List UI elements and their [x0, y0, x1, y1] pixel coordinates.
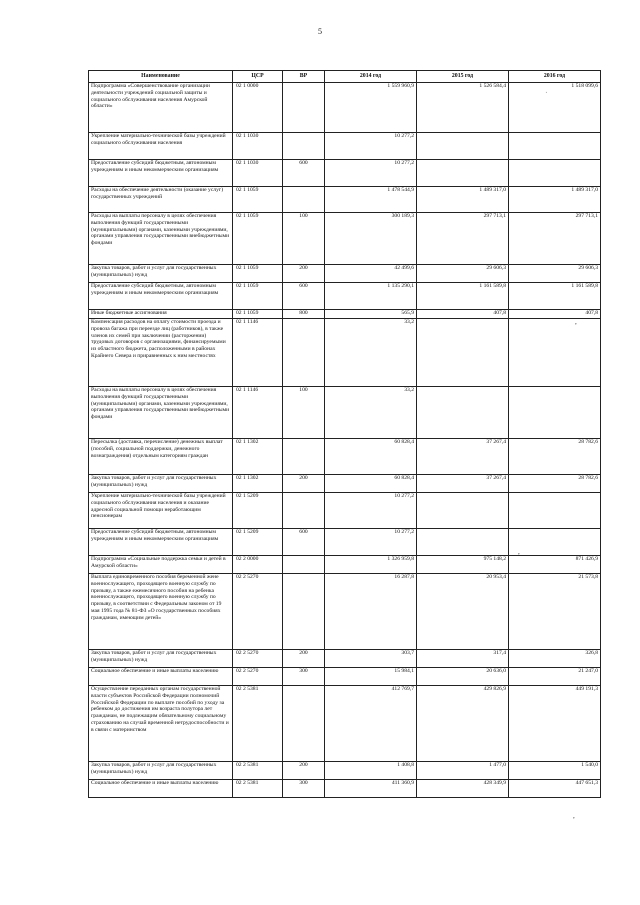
- cell-y2014: 60 828,4: [325, 439, 417, 475]
- cell-y2015: 1 477,0: [417, 762, 509, 780]
- cell-y2016: [509, 493, 601, 529]
- cell-name: Осуществление переданных органам государственной власти субъектов Российской Федерации полномочий Российской Федерации по выплате пособий по уходу за ребенком до достижения им возраста полутора лет гражданам, не подлежащим обязательному социальному страхованию на случай временной нетрудоспособности и в связи с материнством: [89, 686, 233, 762]
- header-csr: ЦСР: [233, 71, 283, 83]
- cell-y2016: 1 489 317,0: [509, 187, 601, 213]
- cell-y2015: [417, 160, 509, 187]
- cell-y2014: 10 277,2: [325, 529, 417, 556]
- table-row: [89, 780, 601, 798]
- table-row: [89, 475, 601, 493]
- cell-vr: 300: [283, 668, 325, 686]
- cell-y2014: 10 277,2: [325, 133, 417, 160]
- cell-name: Компенсация расходов на оплату стоимости проезда и провоза багажа при переезде лиц (работников), в также членов их семей при заключении (расторжении) трудовых договоров с организациями, финансируемыми из областного бюджета, расположенными в районах Крайнего Севера и приравненных к ним местностях: [89, 319, 233, 387]
- cell-name: Укрепление материально-технической базы учреждений социального обслуживания населения: [89, 133, 233, 160]
- cell-vr: 200: [283, 762, 325, 780]
- cell-y2016: 29 606,3: [509, 265, 601, 283]
- cell-y2014: 300 189,3: [325, 213, 417, 265]
- table-row: [89, 160, 601, 187]
- table-row: [89, 762, 601, 780]
- cell-csr: 02 2 0000: [233, 556, 283, 574]
- cell-y2014: 1 326 959,8: [325, 556, 417, 574]
- cell-y2015: 297 713,1: [417, 213, 509, 265]
- cell-y2015: 29 606,3: [417, 265, 509, 283]
- cell-csr: 02 1 0000: [233, 83, 283, 133]
- cell-name: Укрепление материально-технической базы учреждений социального обслуживания населения и оказание адресной социальной помощи неработающим пенсионерам: [89, 493, 233, 529]
- cell-name: Закупка товаров, работ и услуг для государственных (муниципальных) нужд: [89, 475, 233, 493]
- cell-y2016: 1 161 589,8: [509, 283, 601, 310]
- cell-y2016: [509, 319, 601, 387]
- cell-csr: 02 2 5381: [233, 780, 283, 798]
- table-row: [89, 310, 601, 319]
- cell-y2015: [417, 493, 509, 529]
- cell-y2015: 1 526 584,4: [417, 83, 509, 133]
- table-row: [89, 493, 601, 529]
- cell-y2016: 871 426,9: [509, 556, 601, 574]
- cell-name: Расходы на выплаты персоналу в целях обеспечения выполнения функций государственными (муниципальными) органами, казенными учреждениями, органами управления государственными внебюджетными фондами: [89, 213, 233, 265]
- header-vr: ВР: [283, 71, 325, 83]
- cell-vr: [283, 133, 325, 160]
- cell-csr: 02 1 1146: [233, 319, 283, 387]
- page-number: 5: [318, 27, 322, 36]
- cell-y2014: 1 135 290,1: [325, 283, 417, 310]
- cell-y2014: 33,2: [325, 387, 417, 439]
- cell-vr: [283, 439, 325, 475]
- table-row: [89, 650, 601, 668]
- cell-csr: 02 1 1302: [233, 475, 283, 493]
- cell-y2014: 15 984,1: [325, 668, 417, 686]
- cell-name: Предоставление субсидий бюджетным, автономным учреждениям и иным некоммерческим организациям: [89, 160, 233, 187]
- cell-y2015: 20 953,4: [417, 574, 509, 650]
- cell-name: Закупка товаров, работ и услуг для государственных (муниципальных) нужд: [89, 265, 233, 283]
- cell-vr: 100: [283, 387, 325, 439]
- cell-y2015: 429 826,9: [417, 686, 509, 762]
- cell-y2014: 411 360,9: [325, 780, 417, 798]
- cell-vr: [283, 556, 325, 574]
- cell-y2016: 1 540,0: [509, 762, 601, 780]
- cell-csr: 02 1 1059: [233, 265, 283, 283]
- check-mark-icon: ,: [573, 812, 575, 820]
- table-row: [89, 668, 601, 686]
- cell-y2016: [509, 160, 601, 187]
- cell-csr: 02 2 5270: [233, 650, 283, 668]
- header-name: Наименование: [89, 71, 233, 83]
- cell-y2015: [417, 319, 509, 387]
- cell-y2015: [417, 529, 509, 556]
- cell-y2016: 326,8: [509, 650, 601, 668]
- table-body: [89, 83, 601, 798]
- cell-vr: 200: [283, 650, 325, 668]
- table-row: [89, 213, 601, 265]
- cell-name: Предоставление субсидий бюджетным, автономным учреждениям и иным некоммерческим организациям: [89, 283, 233, 310]
- cell-vr: [283, 493, 325, 529]
- cell-y2014: 33,2: [325, 319, 417, 387]
- cell-y2016: 21 573,8: [509, 574, 601, 650]
- cell-y2016: [509, 133, 601, 160]
- cell-y2014: 1 478 544,9: [325, 187, 417, 213]
- check-mark-icon: ,: [518, 548, 520, 556]
- check-mark-icon: ˈ: [545, 91, 548, 99]
- cell-y2014: 10 277,2: [325, 160, 417, 187]
- table-row: [89, 439, 601, 475]
- table-header-row: [89, 71, 601, 83]
- cell-vr: [283, 319, 325, 387]
- cell-vr: 200: [283, 475, 325, 493]
- cell-vr: 300: [283, 780, 325, 798]
- cell-name: Социальное обеспечение и иные выплаты населению: [89, 668, 233, 686]
- cell-name: Подпрограмма «Социальные поддержка семьи и детей в Амурской области»: [89, 556, 233, 574]
- cell-csr: 02 2 5270: [233, 574, 283, 650]
- budget-table: [88, 70, 601, 798]
- cell-y2015: [417, 387, 509, 439]
- cell-csr: 02 1 1146: [233, 387, 283, 439]
- cell-y2014: 10 277,2: [325, 493, 417, 529]
- cell-name: Иные бюджетные ассигнования: [89, 310, 233, 319]
- cell-vr: [283, 83, 325, 133]
- cell-y2015: 37 267,4: [417, 439, 509, 475]
- table-row: [89, 387, 601, 439]
- table-row: [89, 133, 601, 160]
- cell-y2014: 60 828,4: [325, 475, 417, 493]
- cell-csr: 02 1 1059: [233, 310, 283, 319]
- table-row: [89, 556, 601, 574]
- cell-y2015: 20 636,0: [417, 668, 509, 686]
- cell-y2016: 297 713,1: [509, 213, 601, 265]
- cell-csr: 02 1 1059: [233, 283, 283, 310]
- table-row: [89, 529, 601, 556]
- header-2015: 2015 год: [417, 71, 509, 83]
- table-row: [89, 574, 601, 650]
- cell-name: Предоставление субсидий бюджетным, автономным учреждениям и иным некоммерческим организациям: [89, 529, 233, 556]
- cell-y2015: 428 349,9: [417, 780, 509, 798]
- cell-vr: 600: [283, 529, 325, 556]
- table-row: [89, 283, 601, 310]
- cell-y2016: 1 518 099,6: [509, 83, 601, 133]
- cell-y2015: 1 489 317,0: [417, 187, 509, 213]
- cell-vr: 100: [283, 213, 325, 265]
- cell-vr: 600: [283, 160, 325, 187]
- cell-name: Закупка товаров, работ и услуг для государственных (муниципальных) нужд: [89, 762, 233, 780]
- cell-y2016: 407,8: [509, 310, 601, 319]
- cell-y2016: [509, 529, 601, 556]
- cell-y2016: [509, 387, 601, 439]
- table-row: [89, 83, 601, 133]
- cell-vr: 200: [283, 265, 325, 283]
- cell-csr: 02 1 1059: [233, 213, 283, 265]
- table-row: [89, 319, 601, 387]
- cell-y2015: 1 161 589,8: [417, 283, 509, 310]
- cell-y2014: 1 559 960,9: [325, 83, 417, 133]
- cell-csr: 02 1 5209: [233, 529, 283, 556]
- cell-name: Социальное обеспечение и иные выплаты населению: [89, 780, 233, 798]
- cell-csr: 02 1 1302: [233, 439, 283, 475]
- cell-name: Расходы на обеспечение деятельности (оказание услуг) государственных учреждений: [89, 187, 233, 213]
- header-2014: 2014 год: [325, 71, 417, 83]
- cell-y2014: 16 287,8: [325, 574, 417, 650]
- cell-vr: [283, 574, 325, 650]
- cell-y2014: 565,9: [325, 310, 417, 319]
- cell-y2016: 449 191,3: [509, 686, 601, 762]
- cell-y2015: [417, 133, 509, 160]
- table-row: [89, 187, 601, 213]
- cell-csr: 02 1 5209: [233, 493, 283, 529]
- cell-y2014: 303,7: [325, 650, 417, 668]
- cell-y2016: 28 782,6: [509, 475, 601, 493]
- cell-y2014: 42 499,6: [325, 265, 417, 283]
- cell-name: Закупка товаров, работ и услуг для государственных (муниципальных) нужд: [89, 650, 233, 668]
- cell-vr: [283, 187, 325, 213]
- cell-y2015: 37 267,4: [417, 475, 509, 493]
- cell-csr: 02 2 5381: [233, 762, 283, 780]
- header-2016: 2016 год: [509, 71, 601, 83]
- cell-y2015: 317,4: [417, 650, 509, 668]
- table-row: [89, 265, 601, 283]
- cell-csr: 02 1 1030: [233, 160, 283, 187]
- cell-y2014: 412 769,7: [325, 686, 417, 762]
- cell-name: Выплата единовременного пособия беременной жене военнослужащего, проходящего военную службу по призыву, а также ежемесячного пособия на ребенка военнослужащего, проходящего военную службу по призыву, в соответствии с Федеральным законом от 19 мая 1995 года № 81-ФЗ «О государственных пособиях гражданам, имеющим детей»: [89, 574, 233, 650]
- cell-y2016: 28 782,6: [509, 439, 601, 475]
- cell-y2016: 21 247,0: [509, 668, 601, 686]
- cell-y2016: 447 651,3: [509, 780, 601, 798]
- cell-name: Расходы на выплаты персоналу в целях обеспечения выполнения функций государственными (муниципальными) органами, казенными учреждениями, органами управления государственными внебюджетными фондами: [89, 387, 233, 439]
- cell-y2015: 407,8: [417, 310, 509, 319]
- check-mark-icon: ,: [575, 318, 577, 326]
- cell-csr: 02 2 5270: [233, 668, 283, 686]
- cell-name: Подпрограмма «Совершенствование организации деятельности учреждений социальной защиты и социального обслуживания населения Амурской области»: [89, 83, 233, 133]
- table-row: [89, 686, 601, 762]
- cell-vr: 600: [283, 283, 325, 310]
- cell-y2014: 1 408,8: [325, 762, 417, 780]
- cell-name: Пересылка (доставка, перечисление) денежных выплат (пособий, социальной поддержки, денежного вознаграждения) отдельным категориям граждан: [89, 439, 233, 475]
- cell-vr: [283, 686, 325, 762]
- cell-csr: 02 2 5381: [233, 686, 283, 762]
- cell-y2015: 975 148,2: [417, 556, 509, 574]
- cell-csr: 02 1 1030: [233, 133, 283, 160]
- cell-csr: 02 1 1059: [233, 187, 283, 213]
- cell-vr: 800: [283, 310, 325, 319]
